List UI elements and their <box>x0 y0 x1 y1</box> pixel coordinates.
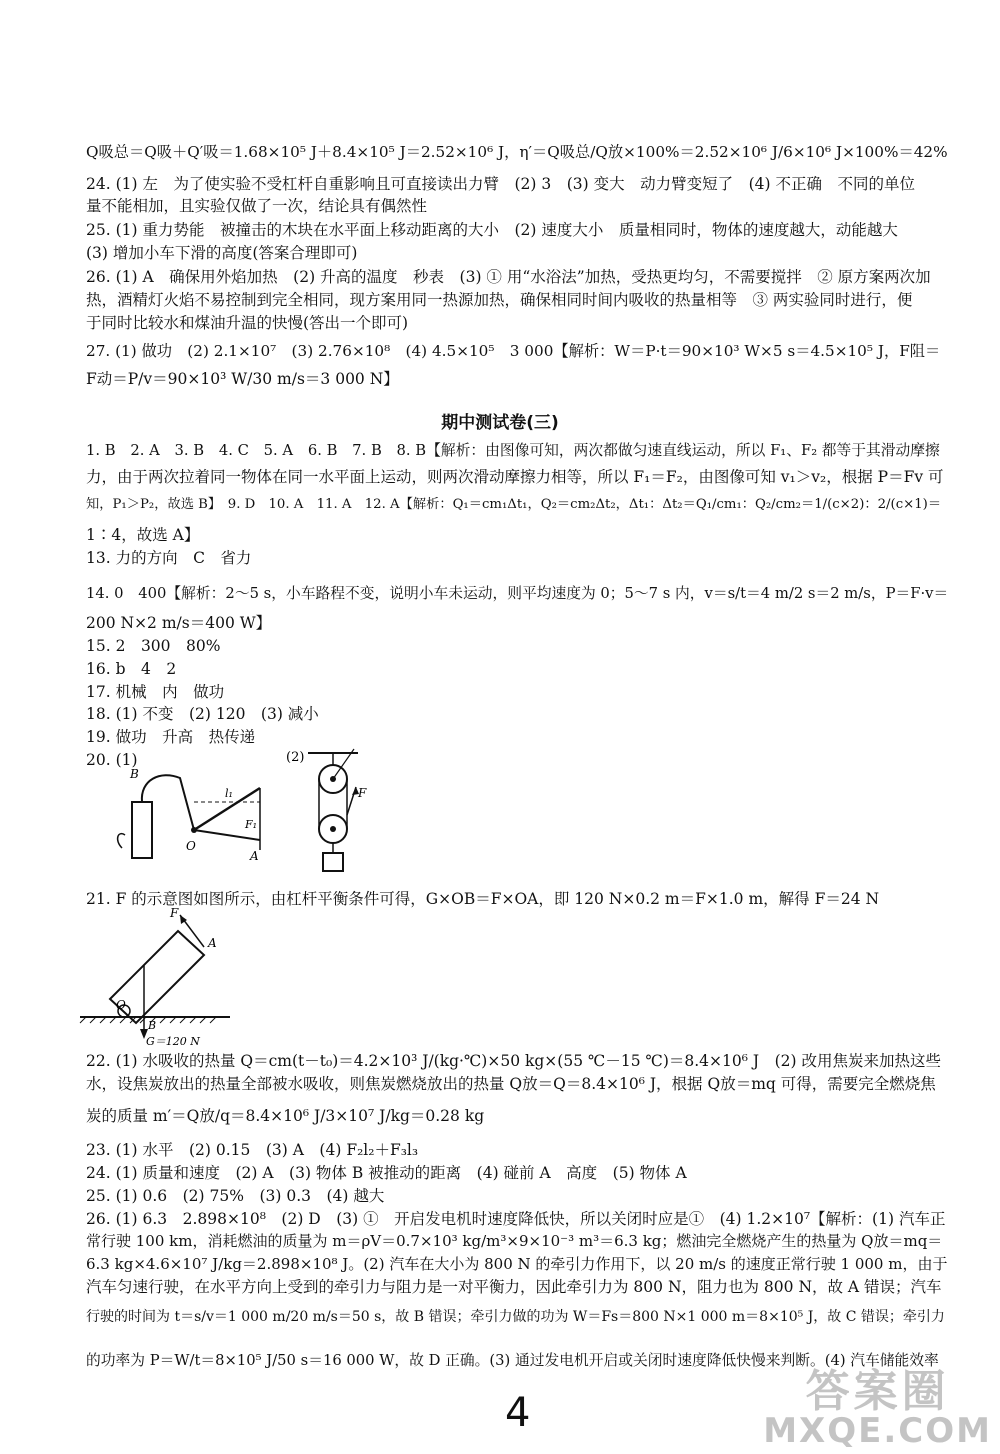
answer-line: 26. (1) A 确保用外焰加热 (2) 升高的温度 秒表 (3) ① 用“水浴法”加热，受热更均匀，不需要搅拌 ② 原方案两次加 <box>86 268 931 286</box>
label-l1: l₁ <box>225 787 233 800</box>
answer-line: 17. 机械 内 做功 <box>86 683 225 701</box>
answer-line: 26. (1) 6.3 2.898×10⁸ (2) D (3) ① 开启发电机时速度降低快，所以关闭时应是① (4) 1.2×10⁷【解析：(1) 汽车正 <box>86 1210 946 1228</box>
label-B: B <box>148 1019 157 1032</box>
label-F: F <box>170 906 179 920</box>
answer-line: 18. (1) 不变 (2) 120 (3) 减小 <box>86 705 319 723</box>
label-B: B <box>130 767 139 781</box>
label-F: F <box>358 786 367 800</box>
answer-line: 知，P₁＞P₂，故选 B】 9. D 10. A 11. A 12. A【解析：Q₁＝cm₁Δt₁，Q₂＝cm₂Δt₂，Δt₁：Δt₂＝Q₁/cm₁：Q₂/cm₂＝1/(c×2)：2/(c×1)＝ <box>86 497 942 512</box>
answer-line: 24. (1) 质量和速度 (2) A (3) 物体 B 被推动的距离 (4) 碰前 A 高度 (5) 物体 A <box>86 1164 687 1182</box>
answer-line: 行驶的时间为 t＝s/v＝1 000 m/20 m/s＝50 s，故 B 错误；牵引力做的功为 W＝Fs＝800 N×1 000 m＝8×10⁵ J，故 C 错误；牵引力 <box>86 1309 945 1325</box>
answer-line: 量不能相加，且实验仅做了一次，结论具有偶然性 <box>86 197 428 215</box>
watermark-line2: MXQE.COM <box>763 1411 992 1451</box>
watermark-line1: 答案圈 <box>805 1366 950 1417</box>
answer-line: 13. 力的方向 C 省力 <box>86 549 252 567</box>
label-O: O <box>116 998 126 1012</box>
answer-line: 1∶4，故选 A】 <box>86 526 200 544</box>
fig-label-2: (2) <box>286 750 305 765</box>
page-number: 4 <box>505 1390 531 1436</box>
answer-line: Q吸总＝Q吸＋Q′吸＝1.68×10⁵ J＋8.4×10⁵ J＝2.52×10⁶ J，η′＝Q吸总/Q放×100%＝2.52×10⁶ J/6×10⁶ J×100%＝42% <box>86 143 948 161</box>
answer-line: 16. b 4 2 <box>86 660 177 678</box>
lever-pump-diagram <box>110 760 280 863</box>
answer-line: 200 N×2 m/s＝400 W】 <box>86 614 272 632</box>
answer-line: 15. 2 300 80% <box>86 637 221 655</box>
force-box-diagram <box>80 905 280 1048</box>
answer-line: 1. B 2. A 3. B 4. C 5. A 6. B 7. B 8. B【解析：由图像可知，两次都做匀速直线运动，所以 F₁、F₂ 都等于其滑动摩擦 <box>86 442 940 459</box>
answer-line: F动＝P/v＝90×10³ W/30 m/s＝3 000 N】 <box>86 370 399 388</box>
answer-line: 力，由于两次拉着同一物体在同一水平面上运动，则两次滑动摩擦力相等，所以 F₁＝F₂，由图像可知 v₁＞v₂，根据 P＝Fv 可 <box>86 468 944 486</box>
watermark-logo <box>763 1366 992 1451</box>
pulley-diagram <box>286 745 376 875</box>
answer-line: 水，设焦炭放出的热量全部被水吸收，则焦炭燃烧放出的热量 Q放＝Q＝8.4×10⁶ J，根据 Q放＝mq 可得，需要完全燃烧焦 <box>86 1075 936 1093</box>
answer-line: 常行驶 100 km，消耗燃油的质量为 m＝ρV＝0.7×10³ kg/m³×9×10⁻³ m³＝6.3 kg；燃油完全燃烧产生的热量为 Q放＝mq＝ <box>86 1232 943 1250</box>
label-O: O <box>186 839 196 853</box>
label-F1: F₁ <box>245 818 258 831</box>
answer-line: 24. (1) 左 为了使实验不受杠杆自重影响且可直接读出力臂 (2) 3 (3) 变大 动力臂变短了 (4) 不正确 不同的单位 <box>86 175 915 193</box>
answer-line: 热，酒精灯火焰不易控制到完全相同，现方案用同一热源加热，确保相同时间内吸收的热量相等 ③ 两实验同时进行，便 <box>86 291 913 309</box>
answer-line: 6.3 kg×4.6×10⁷ J/kg＝2.898×10⁸ J。(2) 汽车在大小为 800 N 的牵引力作用下，以 20 m/s 的速度正常行驶 1 000 m，由于 <box>86 1255 948 1273</box>
answer-line: 22. (1) 水吸收的热量 Q＝cm(t－t₀)＝4.2×10³ J/(kg·℃)×50 kg×(55 ℃－15 ℃)＝8.4×10⁶ J (2) 改用焦炭来加热这些 <box>86 1052 941 1070</box>
answer-line: 汽车匀速行驶，在水平方向上受到的牵引力与阻力是一对平衡力，因此牵引力为 800 N，阻力也为 800 N，故 A 错误；汽车 <box>86 1278 942 1296</box>
answer-line: 21. F 的示意图如图所示，由杠杆平衡条件可得，G×OB＝F×OA，即 120 N×0.2 m＝F×1.0 m，解得 F＝24 N <box>86 890 880 908</box>
answer-line: 的功率为 P＝W/t＝8×10⁵ J/50 s＝16 000 W，故 D 正确。(3) 通过发电机开启或关闭时速度降低快慢来判断。(4) 汽车储能效率 <box>86 1352 939 1369</box>
answer-line: 14. 0 400【解析：2～5 s，小车路程不变，说明小车未运动，则平均速度为 0；5～7 s 内，v＝s/t＝4 m/2 s＝2 m/s，P＝F·v＝ <box>86 585 949 602</box>
answer-line: 25. (1) 0.6 (2) 75% (3) 0.3 (4) 越大 <box>86 1187 385 1205</box>
answer-line: 19. 做功 升高 热传递 <box>86 728 256 746</box>
answer-line: 炭的质量 m′＝Q放/q＝8.4×10⁶ J/3×10⁷ J/kg＝0.28 kg <box>86 1107 485 1125</box>
answer-line: 25. (1) 重力势能 被撞击的木块在水平面上移动距离的大小 (2) 速度大小 质量相同时，物体的速度越大，动能越大 <box>86 221 898 239</box>
label-A: A <box>250 849 259 863</box>
answer-line: 27. (1) 做功 (2) 2.1×10⁷ (3) 2.76×10⁸ (4) 4.5×10⁵ 3 000【解析：W＝P·t＝90×10³ W×5 s＝4.5×10⁵ J，F阻＝ <box>86 342 941 360</box>
answer-line: 于同时比较水和煤油升温的快慢(答出一个即可) <box>86 314 409 332</box>
section-title: 期中测试卷(三) <box>441 413 559 433</box>
answer-line: 20. (1) <box>86 751 138 769</box>
label-A: A <box>208 936 217 950</box>
answer-line: 23. (1) 水平 (2) 0.15 (3) A (4) F₂l₂＋F₃l₃ <box>86 1141 419 1159</box>
label-G: G＝120 N <box>146 1035 200 1048</box>
answer-line: (3) 增加小车下滑的高度(答案合理即可) <box>86 244 358 262</box>
